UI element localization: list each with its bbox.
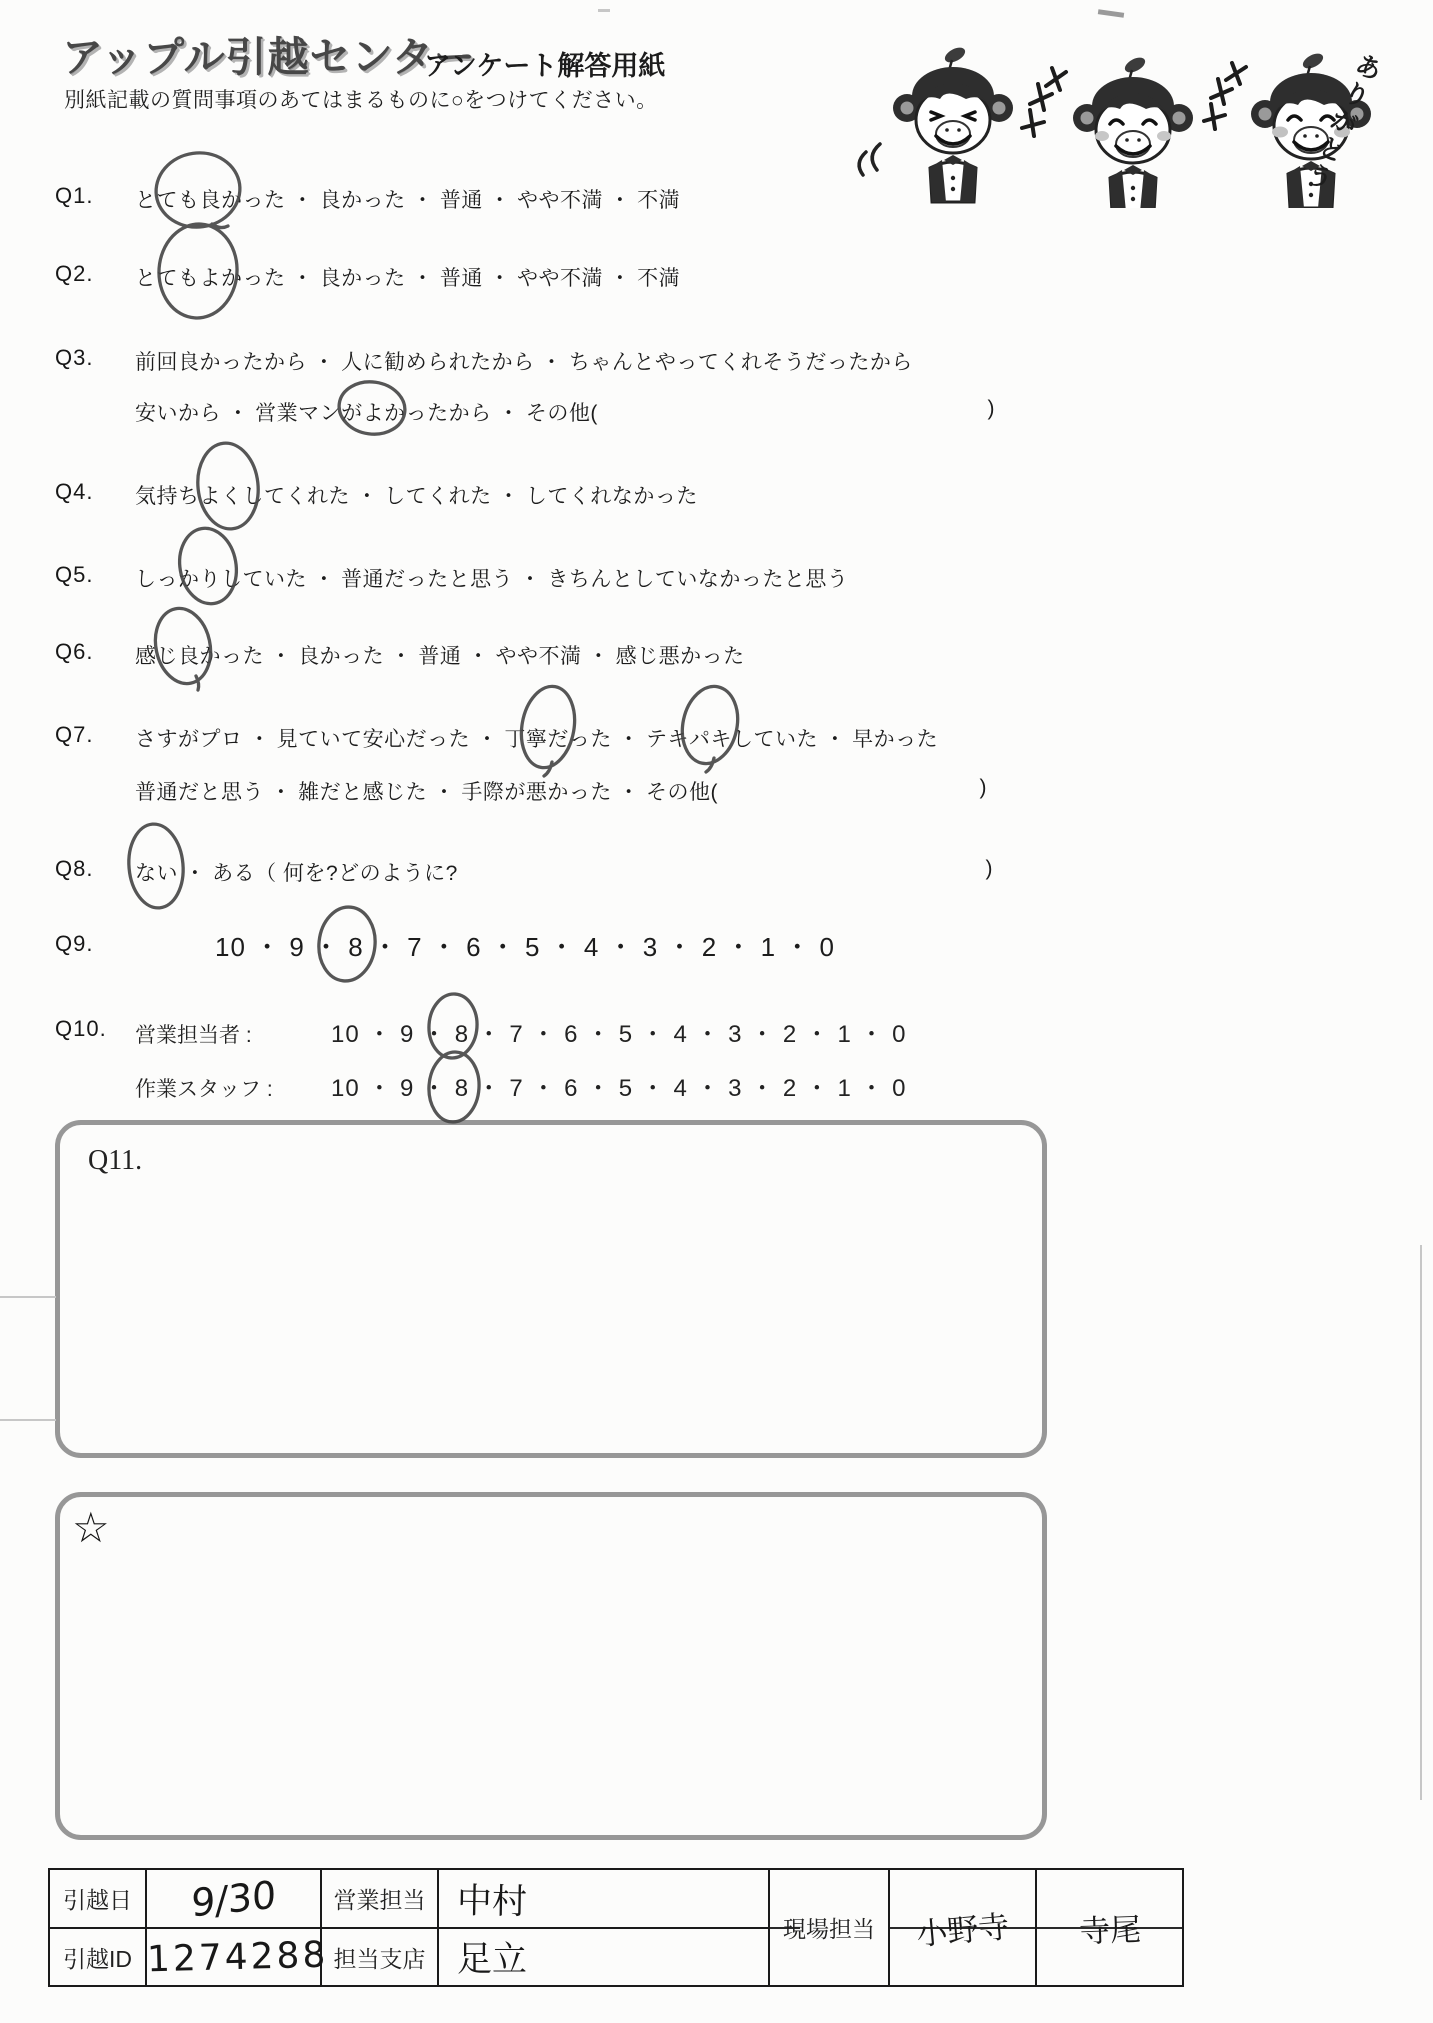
move-id-value: 1274288 xyxy=(146,1928,321,1986)
page-title: アップル引越センター xyxy=(62,34,476,80)
move-date-value: 9/30 xyxy=(146,1869,321,1928)
question-options-q3-line1: 前回良かったから ・ 人に勧められたから ・ ちゃんとやってくれそうだったから xyxy=(135,351,913,374)
close-paren-q7: ) xyxy=(979,776,987,799)
scan-artifact xyxy=(0,1296,56,1298)
question-label-q9: Q9. xyxy=(55,931,94,956)
circle-pen-tail xyxy=(544,762,552,776)
scan-artifact xyxy=(1098,9,1124,18)
question-options-q7-line1: さすがプロ ・ 見ていて安心だった ・ 丁寧だった ・ テキパキしていた ・ 早かった xyxy=(135,728,939,751)
sparkle-icon xyxy=(1022,68,1066,136)
question-label-q7: Q7. xyxy=(55,722,94,747)
question-label-q1: Q1. xyxy=(55,183,94,208)
move-id-label: 引越ID xyxy=(49,1928,146,1986)
scan-artifact xyxy=(598,9,610,12)
question-label-q8: Q8. xyxy=(55,856,94,881)
circle-pen-tail xyxy=(196,676,199,690)
close-paren-q8: ) xyxy=(985,857,993,880)
q11-comment-box xyxy=(55,1120,1047,1458)
question-label-q4: Q4. xyxy=(55,479,94,504)
question-options-q3-line2: 安いから ・ 営業マンがよかったから ・ その他( xyxy=(135,402,598,425)
field-rep-label: 現場担当 xyxy=(769,1869,889,1986)
question-options-q2: とてもよかった ・ 良かった ・ 普通 ・ やや不満 ・ 不満 xyxy=(135,267,681,290)
question-label-q6: Q6. xyxy=(55,639,94,664)
star-comment-box xyxy=(55,1492,1047,1840)
monkey-happy-icon xyxy=(1073,55,1193,208)
q10-staff-scale: 10 ・ 9 ・ 8 ・ 7 ・ 6 ・ 5 ・ 4 ・ 3 ・ 2 ・ 1 ・ 0 xyxy=(331,1075,907,1102)
q10-staff-label: 作業スタッフ : xyxy=(135,1078,273,1101)
circle-pen-tail xyxy=(706,758,714,772)
branch-label: 担当支店 xyxy=(321,1928,438,1986)
page-subtitle: アンケート解答用紙 xyxy=(424,51,666,81)
footer-table xyxy=(48,1868,1184,1987)
branch-value: 足立 xyxy=(438,1928,769,1986)
circle-pen-tail xyxy=(212,224,228,228)
question-options-q4: 気持ちよくしてくれた ・ してくれた ・ してくれなかった xyxy=(135,485,698,508)
close-paren-q3: ) xyxy=(987,397,995,420)
question-scale-q9: 10 ・ 9 ・ 8 ・ 7 ・ 6 ・ 5 ・ 4 ・ 3 ・ 2 ・ 1 ・ 0 xyxy=(215,932,835,962)
motion-lines-icon xyxy=(859,144,880,175)
q10-sales-label: 営業担当者 : xyxy=(135,1024,252,1047)
question-label-q11: Q11. xyxy=(88,1145,143,1176)
question-options-q5: しっかりしていた ・ 普通だったと思う ・ きちんとしていなかったと思う xyxy=(135,568,849,591)
q10-sales-scale: 10 ・ 9 ・ 8 ・ 7 ・ 6 ・ 5 ・ 4 ・ 3 ・ 2 ・ 1 ・ 0 xyxy=(331,1021,907,1048)
scan-artifact xyxy=(0,1419,56,1421)
scan-artifact xyxy=(1420,1245,1422,1800)
thanks-handwriting: ありがとう xyxy=(1297,47,1386,197)
instruction-text: 別紙記載の質問事項のあてはまるものに○をつけてください。 xyxy=(64,89,658,112)
question-label-q10: Q10. xyxy=(55,1016,107,1041)
question-label-q5: Q5. xyxy=(55,562,94,587)
question-options-q6: 感じ良かった ・ 良かった ・ 普通 ・ やや不満 ・ 感じ悪かった xyxy=(135,645,745,668)
monkey-wink-icon xyxy=(893,45,1013,202)
field-rep-value-2: 寺尾 xyxy=(1036,1869,1183,1986)
sparkle-icon xyxy=(1204,63,1246,129)
star-icon: ☆ xyxy=(72,1504,110,1551)
sales-rep-value: 中村 xyxy=(438,1869,769,1928)
sales-rep-label: 営業担当 xyxy=(321,1869,438,1928)
move-date-label: 引越日 xyxy=(49,1869,146,1928)
field-rep-value-1: 小野寺 xyxy=(889,1869,1036,1986)
question-options-q1: とても良かった ・ 良かった ・ 普通 ・ やや不満 ・ 不満 xyxy=(135,189,681,212)
question-label-q3: Q3. xyxy=(55,345,94,370)
question-label-q2: Q2. xyxy=(55,261,94,286)
question-options-q8: ない ・ ある（ 何を?どのように? xyxy=(135,862,458,885)
question-options-q7-line2: 普通だと思う ・ 雑だと感じた ・ 手際が悪かった ・ その他( xyxy=(135,781,718,804)
